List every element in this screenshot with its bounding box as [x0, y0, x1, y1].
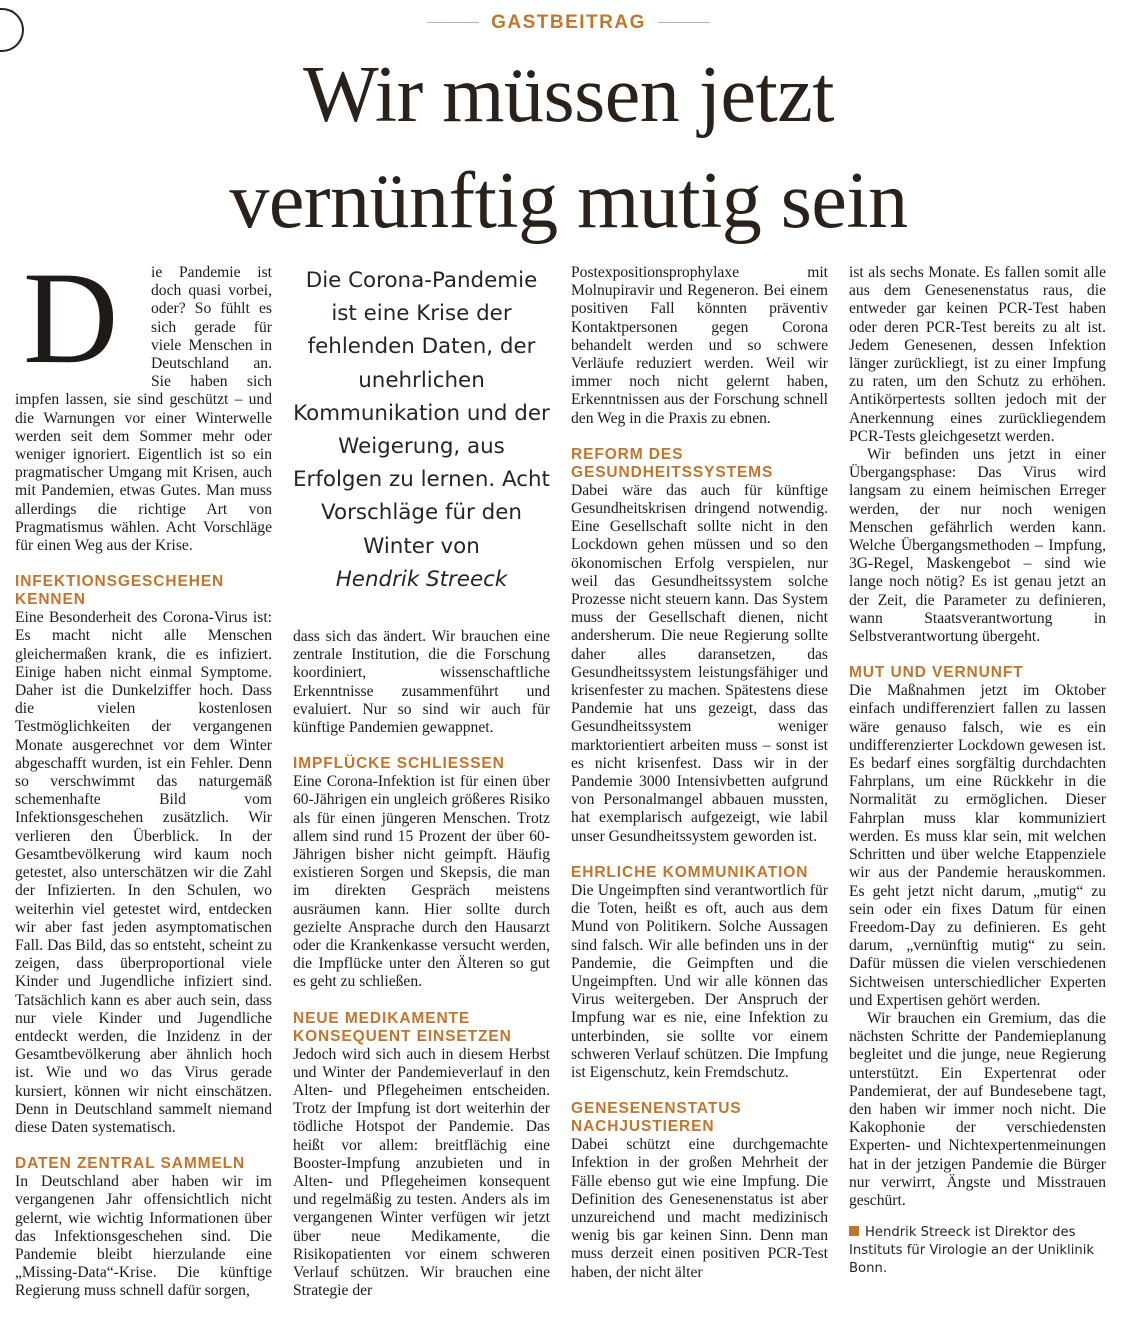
- section-heading-medikamente: NEUE MEDIKAMENTE KONSEQUENT EINSETZEN: [293, 1009, 512, 1045]
- teaser-box: [293, 264, 550, 606]
- section-paragraph-daten: [15, 1173, 272, 1300]
- daten-text-part-1: In Deutschland aber haben wir im vergangenen Jahr offensichtlich nicht gelernt, wie wichtig Informationen über das Infektionsgeschehen sind. Die Pandemie bleibt hierzulande eine „Missing-Data“-Krise. Die künftige Regierung muss schnell dafür sorgen,: [15, 1173, 272, 1300]
- bio-text: Hendrik Streeck ist Direktor des Instituts für Virologie an der Uniklinik Bonn.: [849, 1225, 1095, 1277]
- headline-line-1: Wir müssen jetzt: [303, 51, 834, 139]
- headline: [20, 42, 1117, 254]
- intro-text: ie Pandemie ist doch quasi vorbei, oder? So fühlt es sich gerade für viele Menschen in Deutschland an. Sie haben sich impfen lassen, sie sind geschützt – und die Warnungen vor einer Winterwelle werden seit dem Sommer mehr oder weniger ignoriert. Eigentlich ist so ein pragmatischer Umgang mit Krisen, auch mit Pandemien, etwas Gutes. Man muss allerdings die richtige Art von Pragmatismus wählen. Acht Vorschläge für einen Weg aus der Krise.: [15, 264, 272, 555]
- headline-line-2: vernünftig mutig sein: [229, 157, 908, 245]
- bio-square-icon: [849, 1226, 859, 1236]
- daten-text-part-2: dass sich das ändert. Wir brauchen eine zentrale Institution, die die Forschung koordiniert, wissenschaftliche Erkenntnisse zusammenführt und evaluiert. Nur so sind wir auch für künftige Pandemien gewappnet.: [293, 628, 550, 737]
- medikamente-text-part-2: Postexpositionsprophylaxe mit Molnupiravir und Regeneron. Bei einem positiven Fall könnten präventiv Kontaktpersonen gegen Corona behandelt werden und so schwere Verläufe reduziert werden. Weil wir immer noch nicht gelernt haben, Erkenntnissen aus der Forschung schnell den Weg in die Praxis zu ebnen.: [571, 264, 828, 427]
- section-heading-impfluecke: IMPFLÜCKE SCHLIESSEN: [293, 755, 505, 773]
- section-paragraph-impfluecke: Eine Corona-Infektion ist für einen über 60-Jährigen ein ungleich größeres Risiko als für einen jüngeren Menschen. Trotz allem sind rund 15 Prozent der über 60-Jährigen bisher nicht geimpft. Häufig existieren Sorgen und Skepsis, die man im direkten Gespräch meistens ausräumen kann. Hier sollte durch gezielte Ansprache durch den Hausarzt oder die Krankenkasse versucht werden, die Impflücke unter den Älteren so gut es geht zu schließen.: [293, 773, 550, 991]
- kicker-rule-right: [658, 22, 710, 23]
- section-heading-daten: DATEN ZENTRAL SAMMELN: [15, 1155, 246, 1173]
- section-paragraph-medikamente: [293, 1046, 550, 1301]
- medikamente-continued: [571, 264, 828, 428]
- teaser-author: Hendrik Streeck: [335, 566, 508, 592]
- section-paragraph-kommunikation: Die Ungeimpften sind verantwortlich für die Toten, heißt es oft, auch aus dem Mund von Politikern. Solche Aussagen sind falsch. Wir alle befinden uns in der Pandemie, die Geimpften und die Ungeimpften. Und wir alle können das Virus weitergeben. Der Anspruch der Impfung war es nie, eine Infektion zu unterbinden, sie sollte vor einem schweren Verlauf schützen. Die Impfung ist Eigenschutz, kein Fremdschutz.: [571, 881, 828, 1081]
- kicker-label: [0, 12, 1137, 34]
- article-column-3: [571, 264, 828, 1334]
- article-column-2: [293, 264, 550, 1334]
- teaser-text: Die Corona-Pandemie ist eine Krise der fehlenden Daten, der unehrlichen Kommunikation und der Weigerung, aus Erfolgen zu lernen. Acht Vorschläge für den Winter von: [293, 268, 550, 559]
- section-heading-genesenenstatus: GENESENENSTATUS NACHJUSTIEREN: [571, 1100, 742, 1136]
- dropcap-letter: D: [23, 264, 119, 391]
- daten-continued: [293, 628, 550, 737]
- section-paragraph-genesenenstatus: [571, 1136, 828, 1282]
- intro-paragraph: [15, 264, 272, 555]
- section-heading-infektionsgeschehen: INFEKTIONSGESCHEHEN KENNEN: [15, 573, 225, 609]
- genesenen-text-part-2: ist als sechs Monate. Es fallen somit alle aus dem Genesenenstatus raus, die entweder gar keinen PCR-Test haben oder deren PCR-Test bereits zu alt ist. Jedem Genesenen, dessen Infektion länger zurückliegt, ist zu einer Impfung zu raten, um den Schutz zu erhöhen. Antikörpertests sollten jedoch mit der Anerkennung eines zurückliegendem PCR-Tests gleichgesetzt werden.: [849, 264, 1106, 445]
- section-paragraph-reform: Dabei wäre das auch für künftige Gesundheitskrisen dringend notwendig. Eine Gesellschaft sollte nicht in den Lockdown gehen müssen und so den ökonomischen Erfolg verspielen, nur weil das Gesundheitssystem solche Prozesse nicht steuern kann. Das System muss der Gesellschaft dienen, nicht andersherum. Die neue Regierung sollte daher alles daransetzen, das Gesundheitssystem leistungsfähiger und krisenfester zu machen. Spätestens diese Pandemie hat uns gezeigt, dass das Gesundheitssystem weniger marktorientiert arbeiten muss – sonst ist es nicht krisenfest. Dass wir in der Pandemie 3000 Intensivbetten aufgrund von Personalmangel abbauen mussten, hat exemplarisch aufgezeigt, wie labil unser Gesundheitssystem geworden ist.: [571, 481, 828, 845]
- kicker-text: GASTBEITRAG: [491, 12, 646, 33]
- section-heading-mut: MUT UND VERNUNFT: [849, 664, 1024, 682]
- article-column-4: [849, 264, 1106, 1334]
- uebergangsphase-paragraph: Wir befinden uns jetzt in einer Übergangsphase: Das Virus wird langsam zu einem heimischen Erreger werden, der nur noch wenigen Menschen gefährlich werden kann. Welche Übergangsmethoden – Impfung, 3G-Regel, Maskengebot – sind wie lange noch nötig? Es ist genau jetzt an der Zeit, die Parameter zu definieren, wann Staatsverantwortung in Selbstverantwortung übergeht.: [849, 446, 1106, 646]
- section-heading-kommunikation: EHRLICHE KOMMUNIKATION: [571, 863, 809, 881]
- section-heading-reform: REFORM DES GESUNDHEITSSYSTEMS: [571, 445, 774, 481]
- gremium-paragraph: Wir brauchen ein Gremium, das die nächsten Schritte der Pandemieplanung begleitet und die junge, neue Regierung unterstützt. Ein Expertenrat oder Pandemierat, der auf Bundesebene tagt, den haben wir immer noch nicht. Die Kakophonie der verschiedensten Experten- und Nichtexpertenmeinungen hat in der jetzigen Pandemie die Bürger nur verwirrt, Ängste und Misstrauen geschürt.: [849, 1009, 1106, 1209]
- section-paragraph-infektionsgeschehen: Eine Besonderheit des Corona-Virus ist: Es macht nicht alle Menschen gleichermaßen krank, die es infiziert. Einige haben nicht einmal Symptome. Daher ist die Dunkelziffer hoch. Dass die vielen kostenlosen Testmöglichkeiten der vergangenen Monate ausgerechnet vor dem Winter abgeschafft wurden, ist ein Fehler. Denn so verschwimmt das naturgemäß schemenhafte Bild vom Infektionsgeschehen zusätzlich. Wir verlieren den Überblick. In der Gesamtbevölkerung wird kaum noch getestet, also unterschätzen wir die Zahl der Infizierten. In den Schulen, wo weiterhin viel getestet wird, entdecken wir aber fast jeden asymptomatischen Fall. Das Bild, das so entsteht, scheint zu zeigen, dass überproportional viele Kinder und Jugendliche infiziert sind. Tatsächlich kann es aber auch sein, dass nur viele Kinder und Jugendliche entdeckt werden, die Inzidenz in der Gesamtbevölkerung aber ähnlich hoch ist. Wie und wo das Virus gerade kursiert, können wir nicht einschätzen. Denn in Deutschland sammelt niemand diese Daten systematisch.: [15, 609, 272, 1136]
- genesenen-text-part-1: Dabei schützt eine durchgemachte Infektion in der großen Mehrheit der Fälle ebenso gut wie eine Impfung. Die Definition des Genesenenstatus ist aber unzureichend und macht medizinisch wenig bis gar keinen Sinn. Denn man muss derzeit einen positiven PCR-Test haben, der nicht älter: [571, 1136, 828, 1281]
- article-column-1: [15, 264, 272, 1334]
- kicker-rule-left: [427, 22, 479, 23]
- author-bio: [849, 1224, 1106, 1278]
- medikamente-text-part-1: Jedoch wird sich auch in diesem Herbst und Winter der Pandemieverlauf in den Alten- und Pflegeheimen entscheiden. Trotz der Impfung ist dort weiterhin der tödliche Hotspot der Pandemie. Das heißt vor allem: breitflächig eine Booster-Impfung anzubieten und in Alten- und Pflegeheimen konsequent und regelmäßig zu testen. Anders als im vergangenen Winter verfügen wir jetzt über neue Medikamente, die Risikopatienten vor einem schweren Verlauf schützen. Wir brauchen eine Strategie der: [293, 1045, 550, 1300]
- section-paragraph-mut: Die Maßnahmen jetzt im Oktober einfach undifferenziert fallen zu lassen wäre genauso falsch, wie es ein undifferenzierter Lockdown gewesen ist. Es bedarf eines sorgfältig durchdachten Fahrplans, um eine Rückkehr in die Normalität zu ermöglichen. Dieser Fahrplan muss klar kommuniziert werden. Es muss klar sein, mit welchen Schritten und über welche Etappenziele wir aus der Pandemie herauskommen. Es geht jetzt nicht darum, „mutig“ zu sein oder ein fixes Datum für einen Freedom-Day zu definieren. Es geht darum, „vernünftig mutig“ zu sein. Dafür müssen die vielen verschiedenen Sichtweisen unterschiedlicher Experten und Expertisen gehört werden.: [849, 682, 1106, 1009]
- genesenen-continued: [849, 264, 1106, 446]
